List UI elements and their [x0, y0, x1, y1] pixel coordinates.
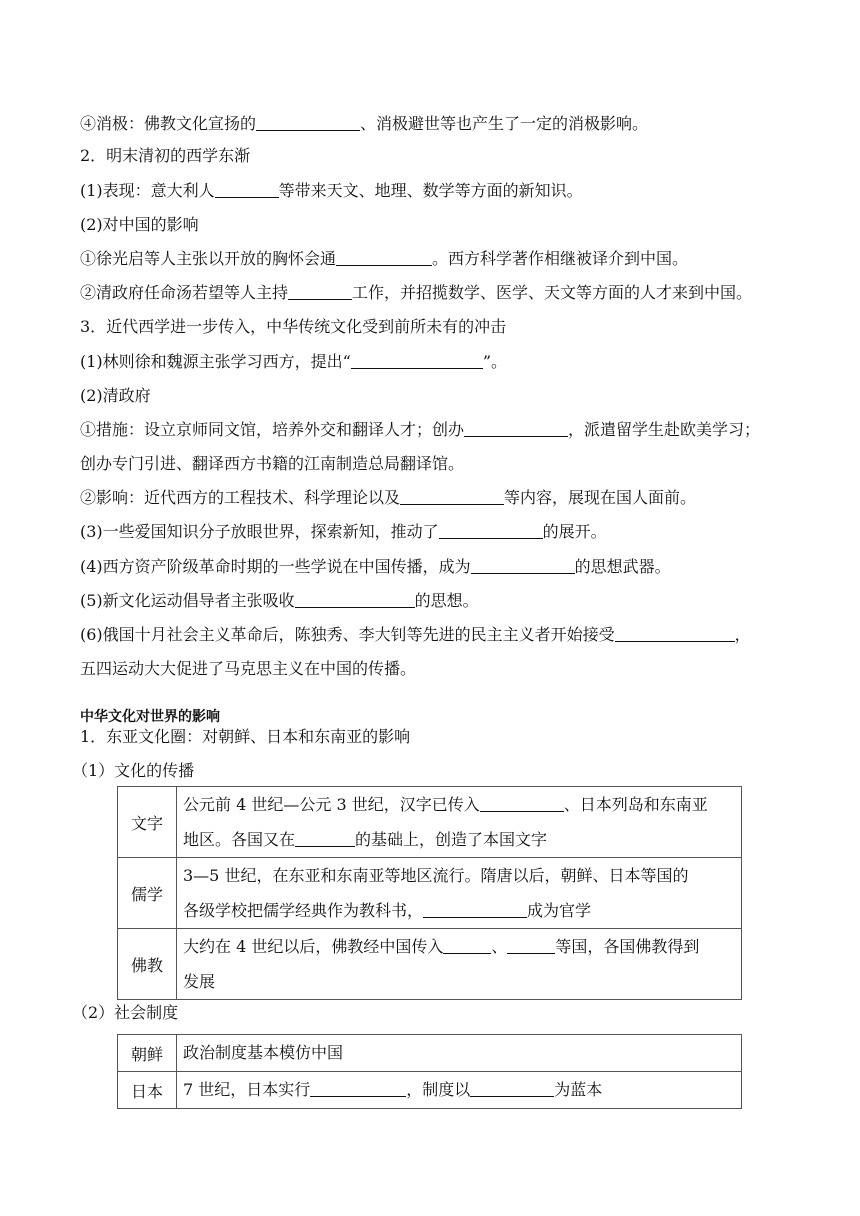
section-2-title: 2．明末清初的西学东渐 — [80, 146, 251, 165]
item-patriots: (3)一些爱国知识分子放眼世界，探索新知，推动了 的展开。 — [80, 522, 607, 541]
section-east-asia-title: 1．东亚文化圈：对朝鲜、日本和东南亚的影响 — [80, 727, 411, 746]
item-measures-cont: 创办专门引进、翻译西方书籍的江南制造总局翻译馆。 — [80, 454, 465, 473]
answer-blank[interactable] — [336, 249, 432, 266]
subsection-social-system: （2）社会制度 — [72, 1003, 179, 1022]
section-3-title: 3．近代西学进一步传入，中华传统文化受到前所未有的冲击 — [80, 317, 507, 336]
item-manifestation: (1)表现：意大利人 等带来天文、地理、数学等方面的新知识。 — [80, 181, 583, 200]
table-row — [118, 787, 742, 858]
row-label-buddhism: 佛教 — [118, 929, 177, 1000]
row-content-writing: 公元前 4 世纪—公元 3 世纪，汉字已传入 、日本列岛和东南亚 地区。各国又在 的基础上，创造了本国文字 — [177, 787, 742, 858]
table-row — [118, 1072, 742, 1109]
row-label-writing: 文字 — [118, 787, 177, 858]
item-xu-guangqi: ①徐光启等人主张以开放的胸怀会通 。西方科学著作相继被译介到中国。 — [80, 249, 689, 268]
item-impact-on-china: (2)对中国的影响 — [80, 215, 199, 234]
item-october-revolution: (6)俄国十月社会主义革命后，陈独秀、李大钊等先进的民主主义者开始接受 ， — [80, 625, 751, 644]
social-system-table — [117, 1034, 742, 1109]
item-may-fourth: 五四运动大大促进了马克思主义在中国的传播。 — [80, 659, 417, 678]
answer-blank[interactable] — [471, 557, 575, 574]
row-content-confucianism: 3—5 世纪，在东亚和东南亚等地区流行。隋唐以后，朝鲜、日本等国的 各级学校把儒学经典作为教科书， 成为官学 — [177, 858, 742, 929]
row-label-japan: 日本 — [118, 1072, 177, 1109]
section-heading-world: 中华文化对世界的影响 — [80, 709, 220, 725]
row-label-confucianism: 儒学 — [118, 858, 177, 929]
row-content-korea: 政治制度基本模仿中国 — [177, 1035, 742, 1072]
row-content-japan: 7 世纪，日本实行 ，制度以 为蓝本 — [177, 1072, 742, 1109]
answer-blank[interactable] — [480, 795, 564, 812]
answer-blank[interactable] — [507, 937, 555, 954]
answer-blank[interactable] — [295, 830, 355, 847]
subsection-culture-spread: （1）文化的传播 — [72, 761, 195, 780]
answer-blank[interactable] — [470, 1080, 554, 1097]
item-qing-government: (2)清政府 — [80, 386, 151, 405]
row-content-buddhism: 大约在 4 世纪以后，佛教经中国传入 、 等国，各国佛教得到 发展 — [177, 929, 742, 1000]
answer-blank[interactable] — [288, 283, 352, 300]
item-bourgeois: (4)西方资产阶级革命时期的一些学说在中国传播，成为 的思想武器。 — [80, 557, 671, 576]
answer-blank[interactable] — [423, 901, 527, 918]
culture-spread-table — [117, 786, 742, 1000]
item-new-culture: (5)新文化运动倡导者主张吸收 的思想。 — [80, 591, 479, 610]
table-row — [118, 858, 742, 929]
item-tang-ruowang: ②清政府任命汤若望等人主持 工作，并招揽数学、医学、天文等方面的人才来到中国。 — [80, 283, 753, 302]
table-row — [118, 929, 742, 1000]
answer-blank[interactable] — [615, 625, 735, 642]
item-negative-impact: ④消极：佛教文化宣扬的 、消极避世等也产生了一定的消极影响。 — [80, 114, 649, 133]
answer-blank[interactable] — [310, 1080, 406, 1097]
answer-blank[interactable] — [439, 522, 543, 539]
answer-blank[interactable] — [464, 420, 568, 437]
answer-blank[interactable] — [400, 488, 504, 505]
answer-blank[interactable] — [215, 181, 279, 198]
answer-blank[interactable] — [295, 591, 415, 608]
answer-blank[interactable] — [351, 352, 483, 369]
row-label-korea: 朝鲜 — [118, 1035, 177, 1072]
item-influence: ②影响：近代西方的工程技术、科学理论以及 等内容，展现在国人面前。 — [80, 488, 697, 507]
item-lin-wei: (1)林则徐和魏源主张学习西方，提出“ ”。 — [80, 352, 508, 371]
answer-blank[interactable] — [256, 114, 360, 131]
item-measures: ①措施：设立京师同文馆，培养外交和翻译人才；创办 ，派遣留学生赴欧美学习； — [80, 420, 761, 439]
table-row — [118, 1035, 742, 1072]
answer-blank[interactable] — [443, 937, 491, 954]
